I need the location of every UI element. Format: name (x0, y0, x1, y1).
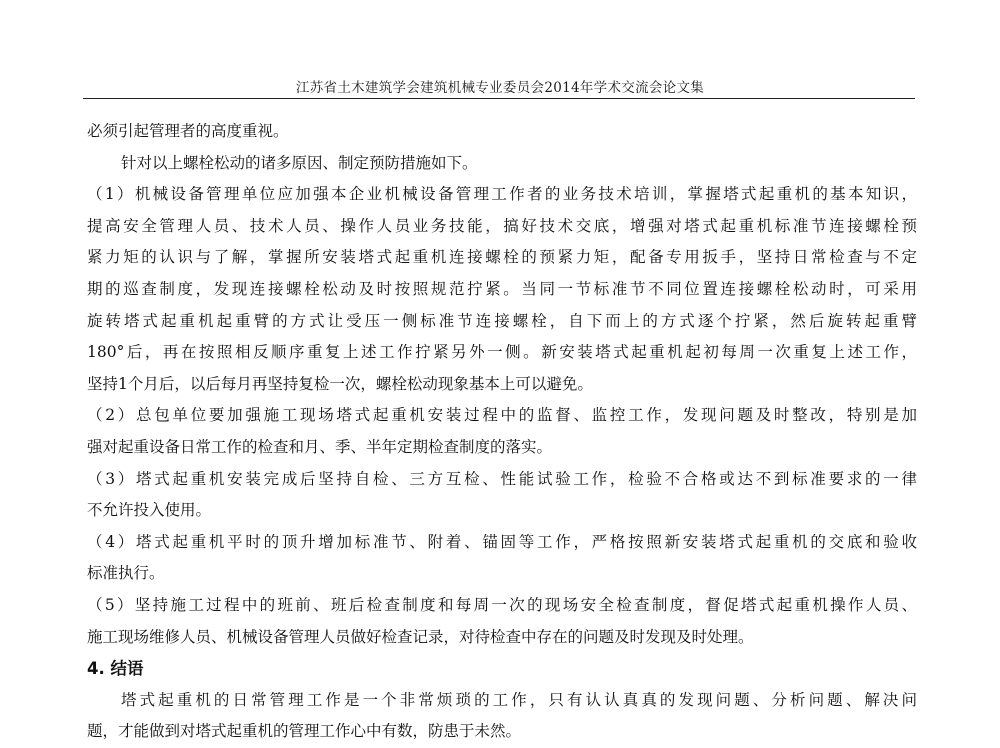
paragraph-line: 塔式起重机的日常管理工作是一个非常烦琐的工作，只有认认真真的发现问题、分析问题、解决问 (121, 690, 917, 709)
paragraph-line: （5）坚持施工过程中的班前、班后检查制度和每周一次的现场安全检查制度，督促塔式起重机操作人员、 (87, 595, 917, 614)
paragraph-line: 标准执行。 (87, 564, 165, 583)
section-heading: 4. 结语 (87, 659, 144, 679)
paragraph-line: 必须引起管理者的高度重视。 (87, 122, 289, 140)
paragraph-line: （1）机械设备管理单位应加强本企业机械设备管理工作者的业务技术培训，掌握塔式起重机的基本知识， (87, 185, 917, 204)
article-body (87, 116, 917, 748)
header-rule (83, 98, 915, 99)
paragraph-line: （2）总包单位要加强施工现场塔式起重机安装过程中的监督、监控工作，发现问题及时整改，特别是加 (87, 406, 917, 425)
paragraph-line: （4）塔式起重机平时的顶升增加标准节、附着、锚固等工作，严格按照新安装塔式起重机的交底和验收 (87, 532, 917, 551)
paragraph-line: 期的巡查制度，发现连接螺栓松动及时按照规范拧紧。当同一节标准节不同位置连接螺栓松动时，可采用 (87, 279, 917, 298)
paragraph-line: 提高安全管理人员、技术人员、操作人员业务技能，搞好技术交底，增强对塔式起重机标准节连接螺栓预 (87, 216, 917, 235)
paragraph-line: 180°后，再在按照相反顺序重复上述工作拧紧另外一侧。新安装塔式起重机起初每周一次重复上述工作， (87, 343, 917, 362)
running-header: 江苏省土木建筑学会建筑机械专业委员会2014年学术交流会论文集 (295, 80, 705, 96)
paragraph-line: 题，才能做到对塔式起重机的管理工作心中有数，防患于未然。 (87, 722, 522, 741)
paragraph-line: 紧力矩的认识与了解，掌握所安装塔式起重机连接螺栓的预紧力矩，配备专用扳手，坚持日常检查与不定 (87, 248, 917, 267)
paragraph-line: （3）塔式起重机安装完成后坚持自检、三方互检、性能试验工作，检验不合格或达不到标准要求的一律 (87, 469, 917, 488)
paragraph-line: 旋转塔式起重机起重臂的方式让受压一侧标准节连接螺栓，自下而上的方式逐个拧紧，然后旋转起重臂 (87, 311, 917, 330)
paragraph-line: 不允许投入使用。 (87, 501, 212, 520)
paragraph-line: 施工现场维修人员、机械设备管理人员做好检查记录，对待检查中存在的问题及时发现及时处理。 (87, 627, 754, 646)
paragraph-line: 针对以上螺栓松动的诸多原因、制定预防措施如下。 (121, 153, 478, 172)
paragraph-line: 强对起重设备日常工作的检查和月、季、半年定期检查制度的落实。 (87, 437, 553, 456)
paragraph-line: 坚持1个月后，以后每月再坚持复检一次，螺栓松动现象基本上可以避免。 (87, 374, 593, 393)
